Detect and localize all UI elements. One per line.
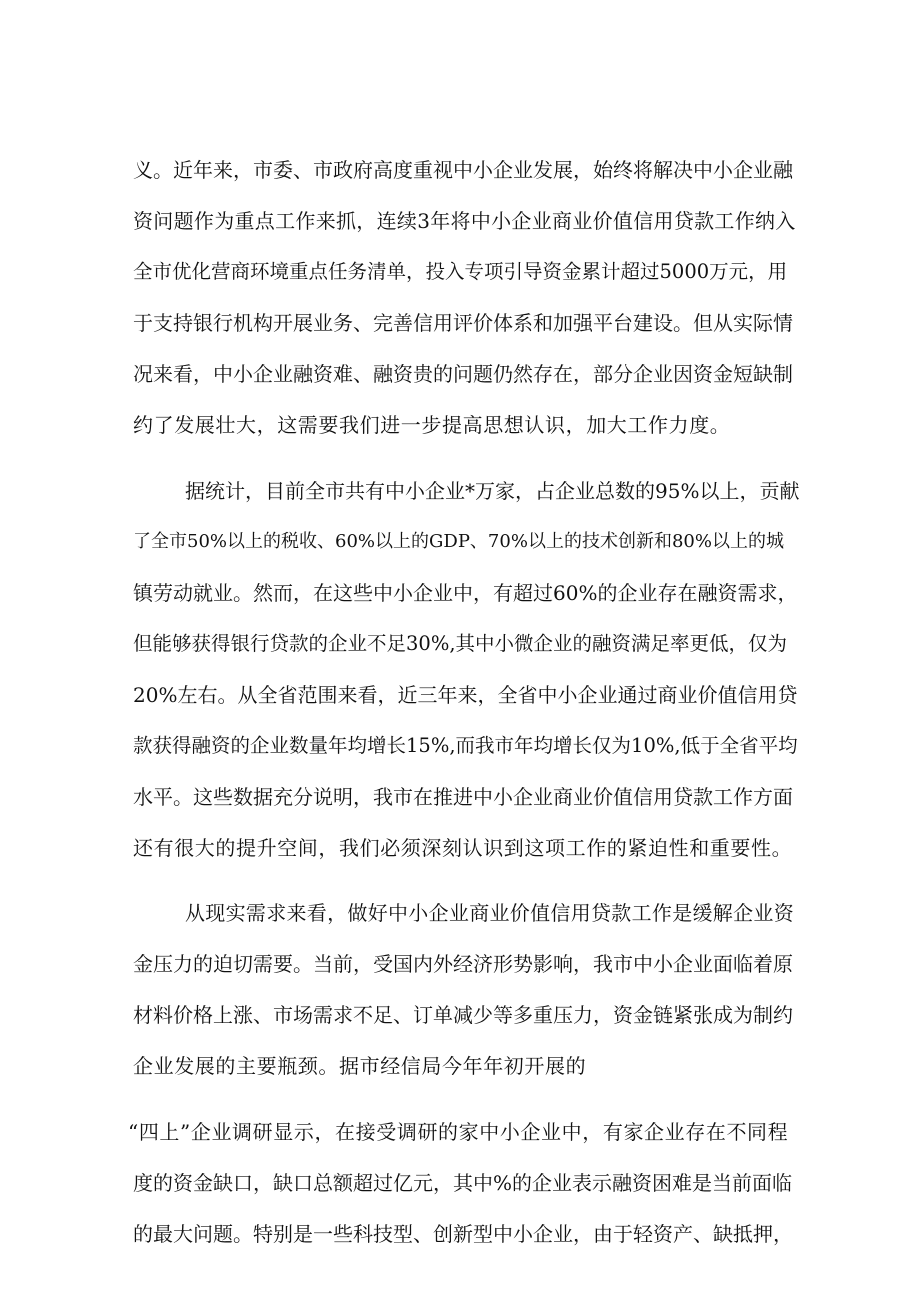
paragraph-1-line-1: 义。近年来，市委、市政府高度重视中小企业发展，始终将解决中小企业融: [133, 158, 793, 182]
paragraph-4-line-2: 度的资金缺口，缺口总额超过亿元，其中%的企业表示融资困难是当前面临: [133, 1171, 793, 1195]
paragraph-1-line-6: 约了发展壮大，这需要我们进一步提高思想认识，加大工作力度。: [133, 413, 731, 437]
paragraph-2-line-8: 还有很大的提升空间，我们必须深刻认识到这项工作的紧迫性和重要性。: [133, 836, 793, 860]
paragraph-3-line-2: 金压力的迫切需要。当前，受国内外经济形势影响，我市中小企业面临着原: [133, 952, 793, 976]
paragraph-4-line-3: 的最大问题。特别是一些科技型、创新型中小企业，由于轻资产、缺抵押，: [133, 1222, 793, 1246]
paragraph-2-line-6: 款获得融资的企业数量年均增长15%,而我市年均增长仅为10%,低于全省平均: [133, 734, 798, 757]
paragraph-3-line-3: 材料价格上涨、市场需求不足、订单减少等多重压力，资金链紧张成为制约: [133, 1003, 793, 1027]
paragraph-2-line-1: 据统计，目前全市共有中小企业*万家，占企业总数的95%以上，贡献: [185, 479, 800, 503]
paragraph-1-line-3: 全市优化营商环境重点任务清单，投入专项引导资金累计超过5000万元，用: [133, 260, 788, 283]
paragraph-2-line-2: 了全市50%以上的税收、60%以上的GDP、70%以上的技术创新和80%以上的城: [133, 531, 784, 552]
paragraph-3-line-1: 从现实需求来看，做好中小企业商业价值信用贷款工作是缓解企业资: [185, 901, 794, 925]
paragraph-1-line-5: 况来看，中小企业融资难、融资贵的问题仍然存在，部分企业因资金短缺制: [133, 362, 793, 386]
paragraph-2-line-3: 镇劳动就业。然而，在这些中小企业中，有超过60%的企业存在融资需求，: [133, 581, 798, 605]
paragraph-3-line-4: 企业发展的主要瓶颈。据市经信局今年年初开展的: [133, 1054, 587, 1078]
paragraph-2-line-5: 20%左右。从全省范围来看，近三年来，全省中小企业通过商业价值信用贷: [133, 683, 798, 707]
paragraph-1-line-4: 于支持银行机构开展业务、完善信用评价体系和加强平台建设。但从实际情: [133, 311, 793, 335]
paragraph-1-line-2: 资问题作为重点工作来抓，连续3年将中小企业商业价值信用贷款工作纳入: [133, 209, 796, 233]
paragraph-4-line-1: “四上”企业调研显示，在接受调研的家中小企业中，有家企业存在不同程: [128, 1120, 789, 1144]
paragraph-2-line-4: 但能够获得银行贷款的企业不足30%,其中小微企业的融资满足率更低，仅为: [133, 632, 788, 655]
paragraph-2-line-7: 水平。这些数据充分说明，我市在推进中小企业商业价值信用贷款工作方面: [133, 785, 793, 809]
